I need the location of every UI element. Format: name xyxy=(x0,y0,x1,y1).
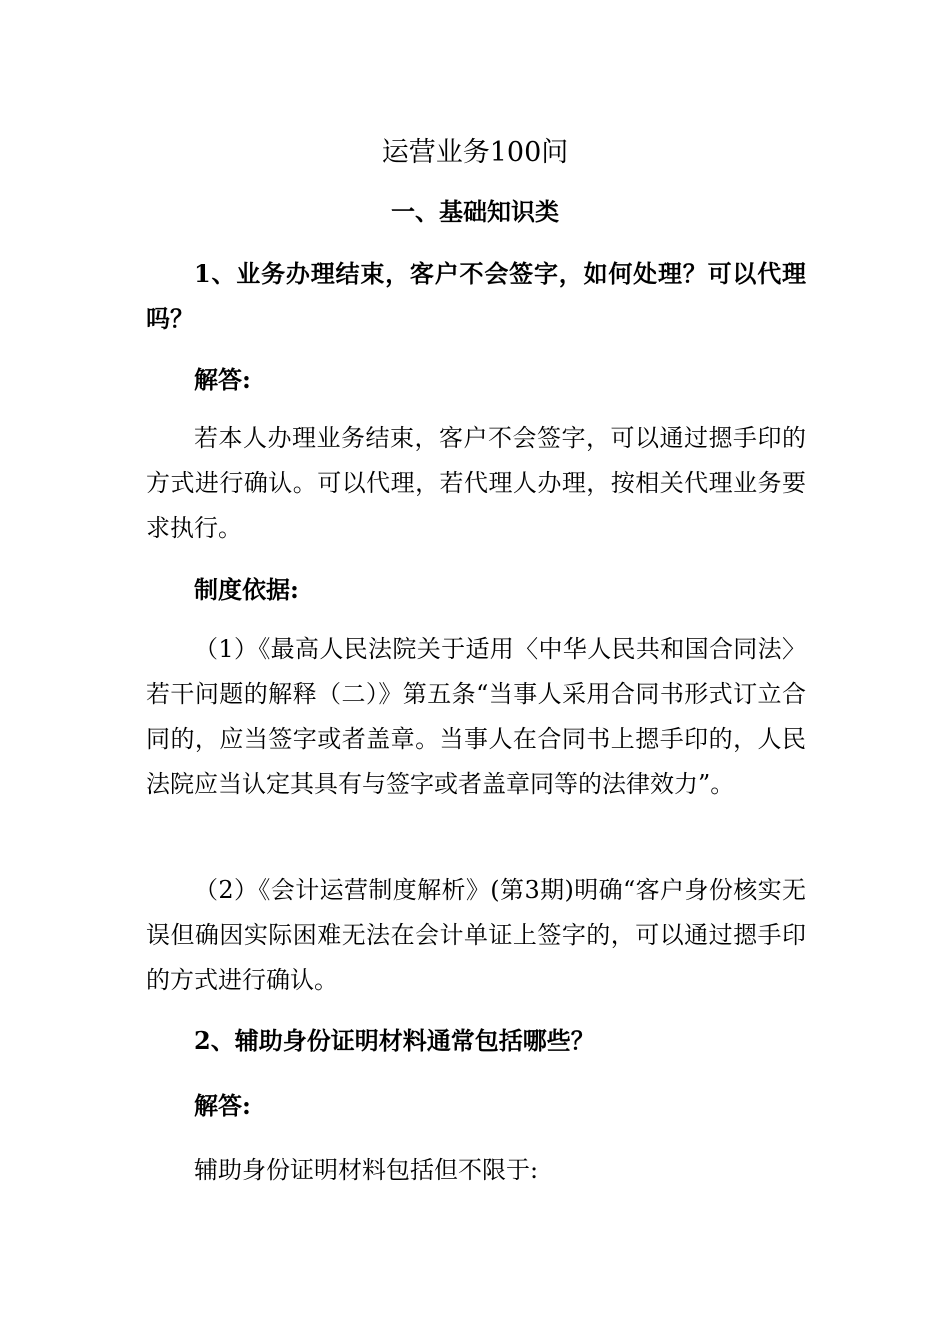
question-2: 2、辅助身份证明材料通常包括哪些？ xyxy=(194,1026,595,1055)
answer-text-2: 辅助身份证明材料包括但不限于: xyxy=(194,1156,539,1184)
document-title: 运营业务100问 xyxy=(381,137,569,168)
basis-item-1: （1）《最高人民法院关于适用〈中华人民共和国合同法〉若干问题的解释（二）》第五条“当事人采用合同书形式订立合同的，应当签字或者盖章。当事人在合同书上摁手印的，人民法院应当认定其具有与签字或者盖章同等的法律效力”。 xyxy=(146,635,806,798)
question-1: 1、业务办理结束，客户不会签字，如何处理？可以代理吗？ xyxy=(146,259,806,333)
basis-label-1: 制度依据: xyxy=(194,575,299,604)
answer-label-1: 解答: xyxy=(194,365,251,394)
answer-label-2: 解答: xyxy=(194,1091,251,1120)
basis-item-2: （2）《会计运营制度解析》(第3期)明确“客户身份核实无误但确因实际困难无法在会计单证上签字的，可以通过摁手印的方式进行确认。 xyxy=(146,876,806,994)
answer-text-1: 若本人办理业务结束，客户不会签字，可以通过摁手印的方式进行确认。可以代理，若代理人办理，按相关代理业务要求执行。 xyxy=(146,424,806,542)
section-heading: 一、基础知识类 xyxy=(391,197,559,226)
